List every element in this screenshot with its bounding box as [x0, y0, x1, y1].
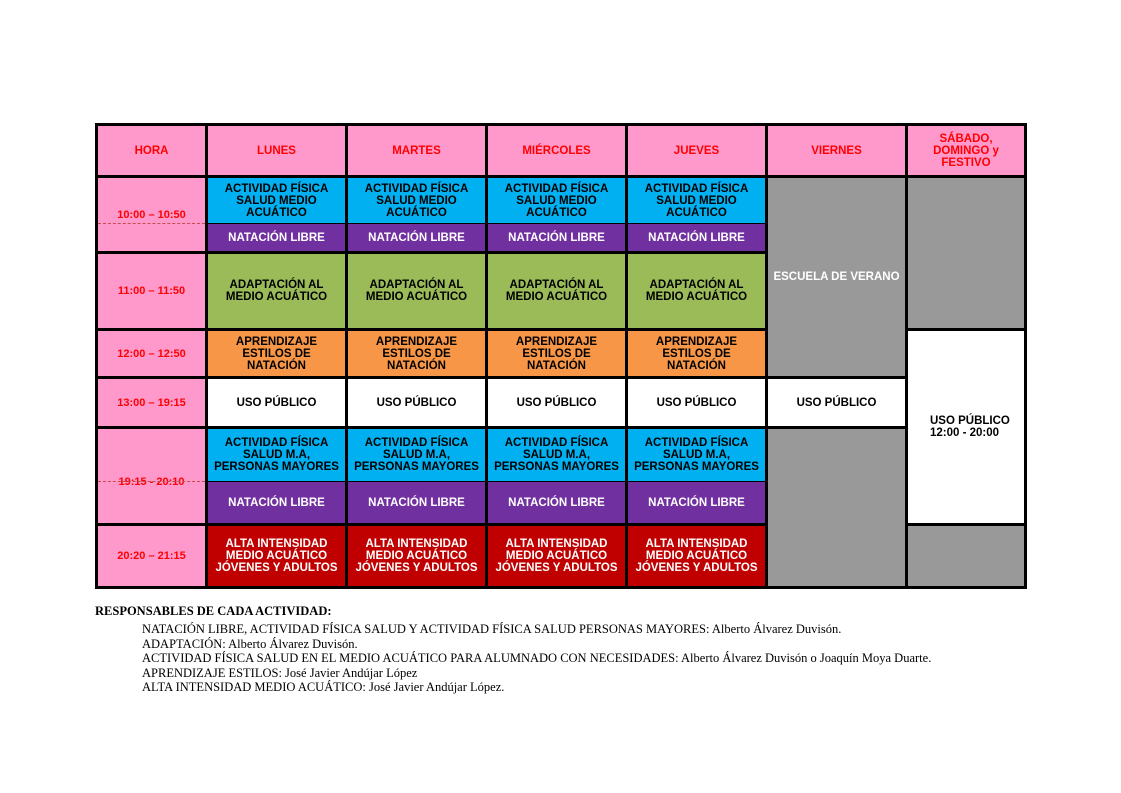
activity-natacion-libre: NATACIÓN LIBRE [628, 224, 765, 251]
activity-afs-medio: ACTIVIDAD FÍSICA SALUD MEDIO ACUÁTICO [208, 178, 345, 223]
activity-natacion-libre: NATACIÓN LIBRE [628, 482, 765, 523]
header-hora: HORA [98, 126, 205, 175]
empty-grey-cell [908, 178, 1024, 328]
activity-natacion-libre: NATACIÓN LIBRE [488, 224, 625, 251]
header-sabado: SÁBADO, DOMINGO y FESTIVO [908, 126, 1024, 175]
header-lunes: LUNES [208, 126, 345, 175]
activity-uso-publico: USO PÚBLICO [768, 379, 905, 426]
activity-uso-publico: USO PÚBLICO [208, 379, 345, 426]
uso-publico-weekend-label: USO PÚBLICO [930, 415, 1010, 427]
activity-natacion-libre: NATACIÓN LIBRE [208, 224, 345, 251]
activity-uso-publico: USO PÚBLICO [628, 379, 765, 426]
responsable-line: ACTIVIDAD FÍSICA SALUD EN EL MEDIO ACUÁTICO PARA ALUMNADO CON NECESIDADES: Alberto Álvarez Duvisón o Joaquín Moya Duarte. [142, 651, 932, 666]
activity-natacion-libre: NATACIÓN LIBRE [348, 482, 485, 523]
activity-aprendizaje: APRENDIZAJE ESTILOS DE NATACIÓN [208, 331, 345, 376]
activity-aprendizaje: APRENDIZAJE ESTILOS DE NATACIÓN [348, 331, 485, 376]
activity-uso-publico: USO PÚBLICO [488, 379, 625, 426]
responsables-section [95, 604, 931, 695]
activity-natacion-libre: NATACIÓN LIBRE [208, 482, 345, 523]
schedule-grid [95, 123, 1027, 589]
activity-uso-publico: USO PÚBLICO [348, 379, 485, 426]
responsable-line: ADAPTACIÓN: Alberto Álvarez Duvisón. [142, 636, 358, 651]
responsable-line: APRENDIZAJE ESTILOS: José Javier Andújar López [142, 665, 418, 680]
divider [98, 481, 205, 482]
time-slot-2: 11:00 – 11:50 [98, 254, 205, 328]
divider [98, 223, 205, 224]
time-slot-1: 10:00 – 10:50 [98, 178, 205, 251]
activity-aprendizaje: APRENDIZAJE ESTILOS DE NATACIÓN [628, 331, 765, 376]
header-viernes: VIERNES [768, 126, 905, 175]
empty-grey-cell [768, 429, 905, 586]
activity-alta-intensidad: ALTA INTENSIDAD MEDIO ACUÁTICO JÓVENES Y ADULTOS [628, 526, 765, 586]
empty-grey-cell [908, 526, 1024, 586]
activity-afs-mayores: ACTIVIDAD FÍSICA SALUD M.A, PERSONAS MAYORES [348, 429, 485, 481]
header-martes: MARTES [348, 126, 485, 175]
responsable-line: ALTA INTENSIDAD MEDIO ACUÁTICO: José Javier Andújar López. [142, 680, 505, 695]
activity-adaptacion: ADAPTACIÓN AL MEDIO ACUÁTICO [348, 254, 485, 328]
time-slot-3: 12:00 – 12:50 [98, 331, 205, 376]
uso-publico-weekend-hours: 12:00 - 20:00 [930, 427, 1000, 439]
activity-adaptacion: ADAPTACIÓN AL MEDIO ACUÁTICO [488, 254, 625, 328]
activity-aprendizaje: APRENDIZAJE ESTILOS DE NATACIÓN [488, 331, 625, 376]
activity-afs-medio: ACTIVIDAD FÍSICA SALUD MEDIO ACUÁTICO [628, 178, 765, 223]
responsable-line: NATACIÓN LIBRE, ACTIVIDAD FÍSICA SALUD Y ACTIVIDAD FÍSICA SALUD PERSONAS MAYORES: Alberto Álvarez Duvisón. [142, 622, 842, 636]
time-slot-4: 13:00 – 19:15 [98, 379, 205, 426]
activity-afs-medio: ACTIVIDAD FÍSICA SALUD MEDIO ACUÁTICO [348, 178, 485, 223]
header-miercoles: MIÉRCOLES [488, 126, 625, 175]
activity-adaptacion: ADAPTACIÓN AL MEDIO ACUÁTICO [628, 254, 765, 328]
activity-uso-publico-weekend [908, 331, 1024, 523]
activity-natacion-libre: NATACIÓN LIBRE [348, 224, 485, 251]
responsables-list [142, 622, 931, 695]
activity-natacion-libre: NATACIÓN LIBRE [488, 482, 625, 523]
activity-alta-intensidad: ALTA INTENSIDAD MEDIO ACUÁTICO JÓVENES Y ADULTOS [348, 526, 485, 586]
activity-afs-mayores: ACTIVIDAD FÍSICA SALUD M.A, PERSONAS MAYORES [488, 429, 625, 481]
activity-afs-mayores: ACTIVIDAD FÍSICA SALUD M.A, PERSONAS MAYORES [208, 429, 345, 481]
activity-adaptacion: ADAPTACIÓN AL MEDIO ACUÁTICO [208, 254, 345, 328]
time-slot-6: 20:20 – 21:15 [98, 526, 205, 586]
activity-afs-mayores: ACTIVIDAD FÍSICA SALUD M.A, PERSONAS MAYORES [628, 429, 765, 481]
activity-escuela-verano: ESCUELA DE VERANO [768, 178, 905, 376]
header-jueves: JUEVES [628, 126, 765, 175]
activity-alta-intensidad: ALTA INTENSIDAD MEDIO ACUÁTICO JÓVENES Y ADULTOS [488, 526, 625, 586]
activity-afs-medio: ACTIVIDAD FÍSICA SALUD MEDIO ACUÁTICO [488, 178, 625, 223]
responsables-title: RESPONSABLES DE CADA ACTIVIDAD: [95, 604, 332, 618]
activity-alta-intensidad: ALTA INTENSIDAD MEDIO ACUÁTICO JÓVENES Y ADULTOS [208, 526, 345, 586]
time-slot-5: 19:15 - 20:10 [98, 429, 205, 523]
